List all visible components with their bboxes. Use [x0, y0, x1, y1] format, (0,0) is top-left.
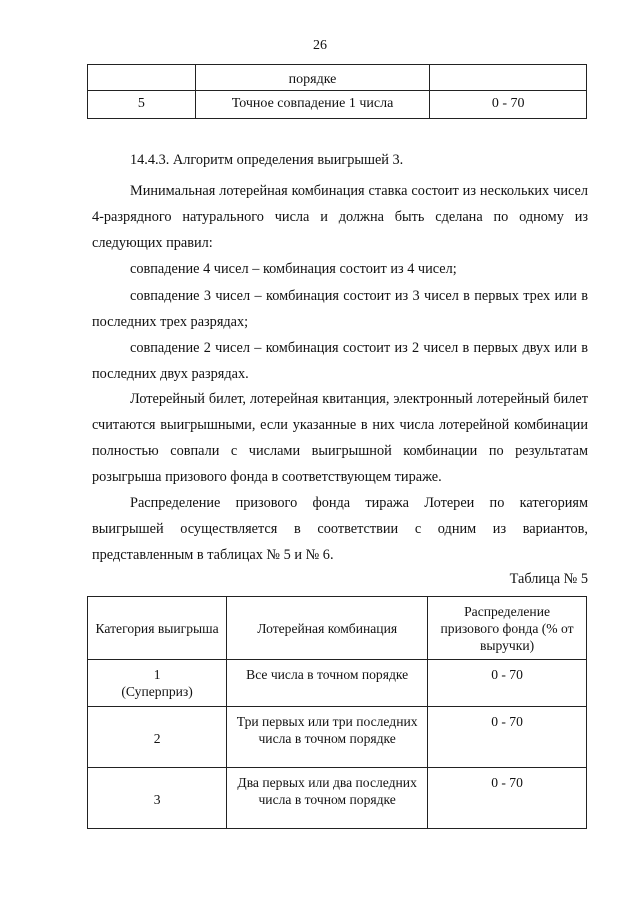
table-cell [88, 65, 196, 91]
table-cell: 5 [88, 91, 196, 119]
combination-cell: Три первых или три последних числа в точном порядке [227, 707, 428, 768]
distribution-cell: 0 - 70 [428, 707, 587, 768]
table-row [88, 707, 587, 768]
header-distribution: Распределение призового фонда (% от выручки) [428, 597, 587, 660]
category-note: (Суперприз) [121, 684, 193, 699]
category-cell: 2 [88, 707, 227, 768]
table-cell: порядке [195, 65, 430, 91]
distribution-cell: 0 - 70 [428, 660, 587, 707]
header-combination: Лотерейная комбинация [227, 597, 428, 660]
page-number: 26 [313, 38, 327, 53]
combination-cell: Все числа в точном порядке [227, 660, 428, 707]
table-cell [430, 65, 587, 91]
category-cell: 3 [88, 768, 227, 829]
table-cell: Точное совпадение 1 числа [195, 91, 430, 119]
rule-item: совпадение 4 чисел – комбинация состоит из 4 чисел; [130, 261, 457, 277]
paragraph: Минимальная лотерейная комбинация ставка состоит из нескольких чисел 4-разрядного натурального числа и должна быть сделана по одному из следующих правил: [92, 183, 588, 251]
paragraph: Лотерейный билет, лотерейная квитанция, электронный лотерейный билет считаются выигрышными, если указанные в них числа лотерейной комбинации полностью совпали с числами выигрышной комбинации по результатам розыгрыша призового фонда в соответствующем тираже. [92, 391, 588, 485]
table-row [88, 768, 587, 829]
paragraph: Распределение призового фонда тиража Лотереи по категориям выигрышей осуществляется в соответствии с одним из вариантов, представленным в таблицах № 5 и № 6. [92, 495, 588, 563]
table-cell: 0 - 70 [430, 91, 587, 119]
table-row [88, 91, 587, 119]
prize-distribution-table [87, 596, 587, 829]
category-cell [88, 660, 227, 707]
header-category: Категория выигрыша [88, 597, 227, 660]
table-header-row [88, 597, 587, 660]
table-row [88, 660, 587, 707]
combination-cell: Два первых или два последних числа в точном порядке [227, 768, 428, 829]
rule-item: совпадение 3 чисел – комбинация состоит из 3 чисел в первых трех или в последних трех разрядах; [92, 288, 588, 330]
table-caption: Таблица № 5 [509, 571, 588, 587]
continued-table [87, 64, 587, 119]
distribution-cell: 0 - 70 [428, 768, 587, 829]
category-number: 1 [153, 667, 161, 682]
rule-item: совпадение 2 чисел – комбинация состоит из 2 чисел в первых двух или в последних двух разрядах. [92, 340, 588, 382]
section-heading: 14.4.3. Алгоритм определения выигрышей 3. [130, 152, 404, 168]
table-row [88, 65, 587, 91]
